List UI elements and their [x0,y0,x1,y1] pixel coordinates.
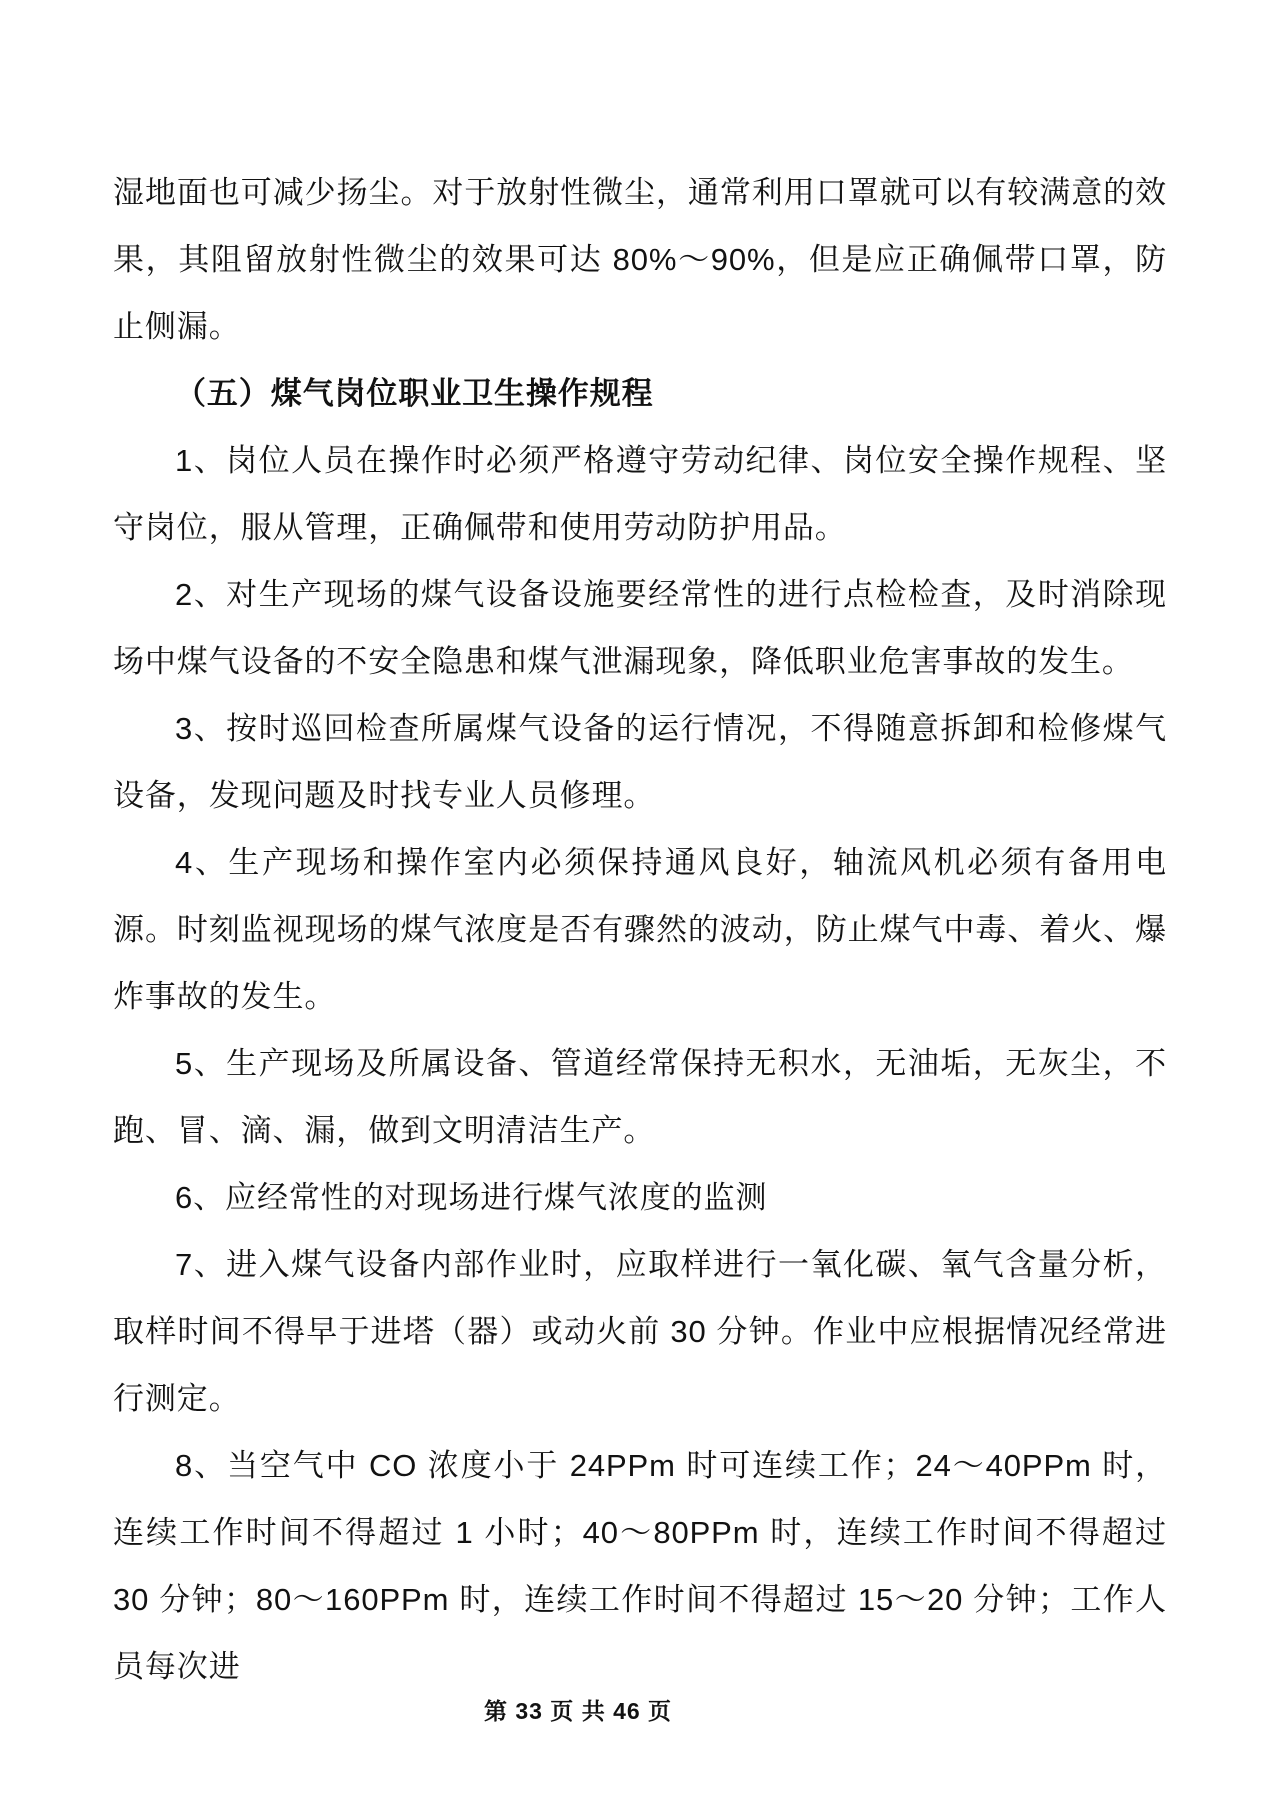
paragraph-rule-6: 6、应经常性的对现场进行煤气浓度的监测 [175,1180,768,1215]
paragraph-rule-4: 4、生产现场和操作室内必须保持通风良好，轴流风机必须有备用电源。时刻监视现场的煤气浓度是否有骤然的波动，防止煤气中毒、着火、爆炸事故的发生。 [113,845,1167,1014]
paragraph-rule-2: 2、对生产现场的煤气设备设施要经常性的进行点检检查，及时消除现场中煤气设备的不安全隐患和煤气泄漏现象，降低职业危害事故的发生。 [113,577,1167,679]
paragraph-rule-5: 5、生产现场及所属设备、管道经常保持无积水，无油垢，无灰尘，不跑、冒、滴、漏，做到文明清洁生产。 [113,1046,1167,1148]
paragraph-dust-mask-continuation: 湿地面也可减少扬尘。对于放射性微尘，通常利用口罩就可以有较满意的效果，其阻留放射性微尘的效果可达 80%～90%，但是应正确佩带口罩，防止侧漏。 [113,175,1167,344]
document-content [113,159,1167,1700]
paragraph-rule-7: 7、进入煤气设备内部作业时，应取样进行一氧化碳、氧气含量分析，取样时间不得早于进塔（器）或动火前 30 分钟。作业中应根据情况经常进行测定。 [113,1247,1167,1416]
paragraph-rule-3: 3、按时巡回检查所属煤气设备的运行情况，不得随意拆卸和检修煤气设备，发现问题及时找专业人员修理。 [113,711,1167,813]
paragraph-rule-8: 8、当空气中 CO 浓度小于 24PPm 时可连续工作；24～40PPm 时，连续工作时间不得超过 1 小时；40～80PPm 时，连续工作时间不得超过 30 分钟；80～160PPm 时，连续工作时间不得超过 15～20 分钟；工作人员每次进 [113,1448,1167,1684]
section-heading-gas-post-hygiene-procedures: （五）煤气岗位职业卫生操作规程 [175,376,654,411]
page-footer [0,1693,1156,1726]
footer-page-label: 第 33 页 共 46 页 [483,1698,673,1724]
paragraph-rule-1: 1、岗位人员在操作时必须严格遵守劳动纪律、岗位安全操作规程、坚守岗位，服从管理，正确佩带和使用劳动防护用品。 [113,443,1167,545]
